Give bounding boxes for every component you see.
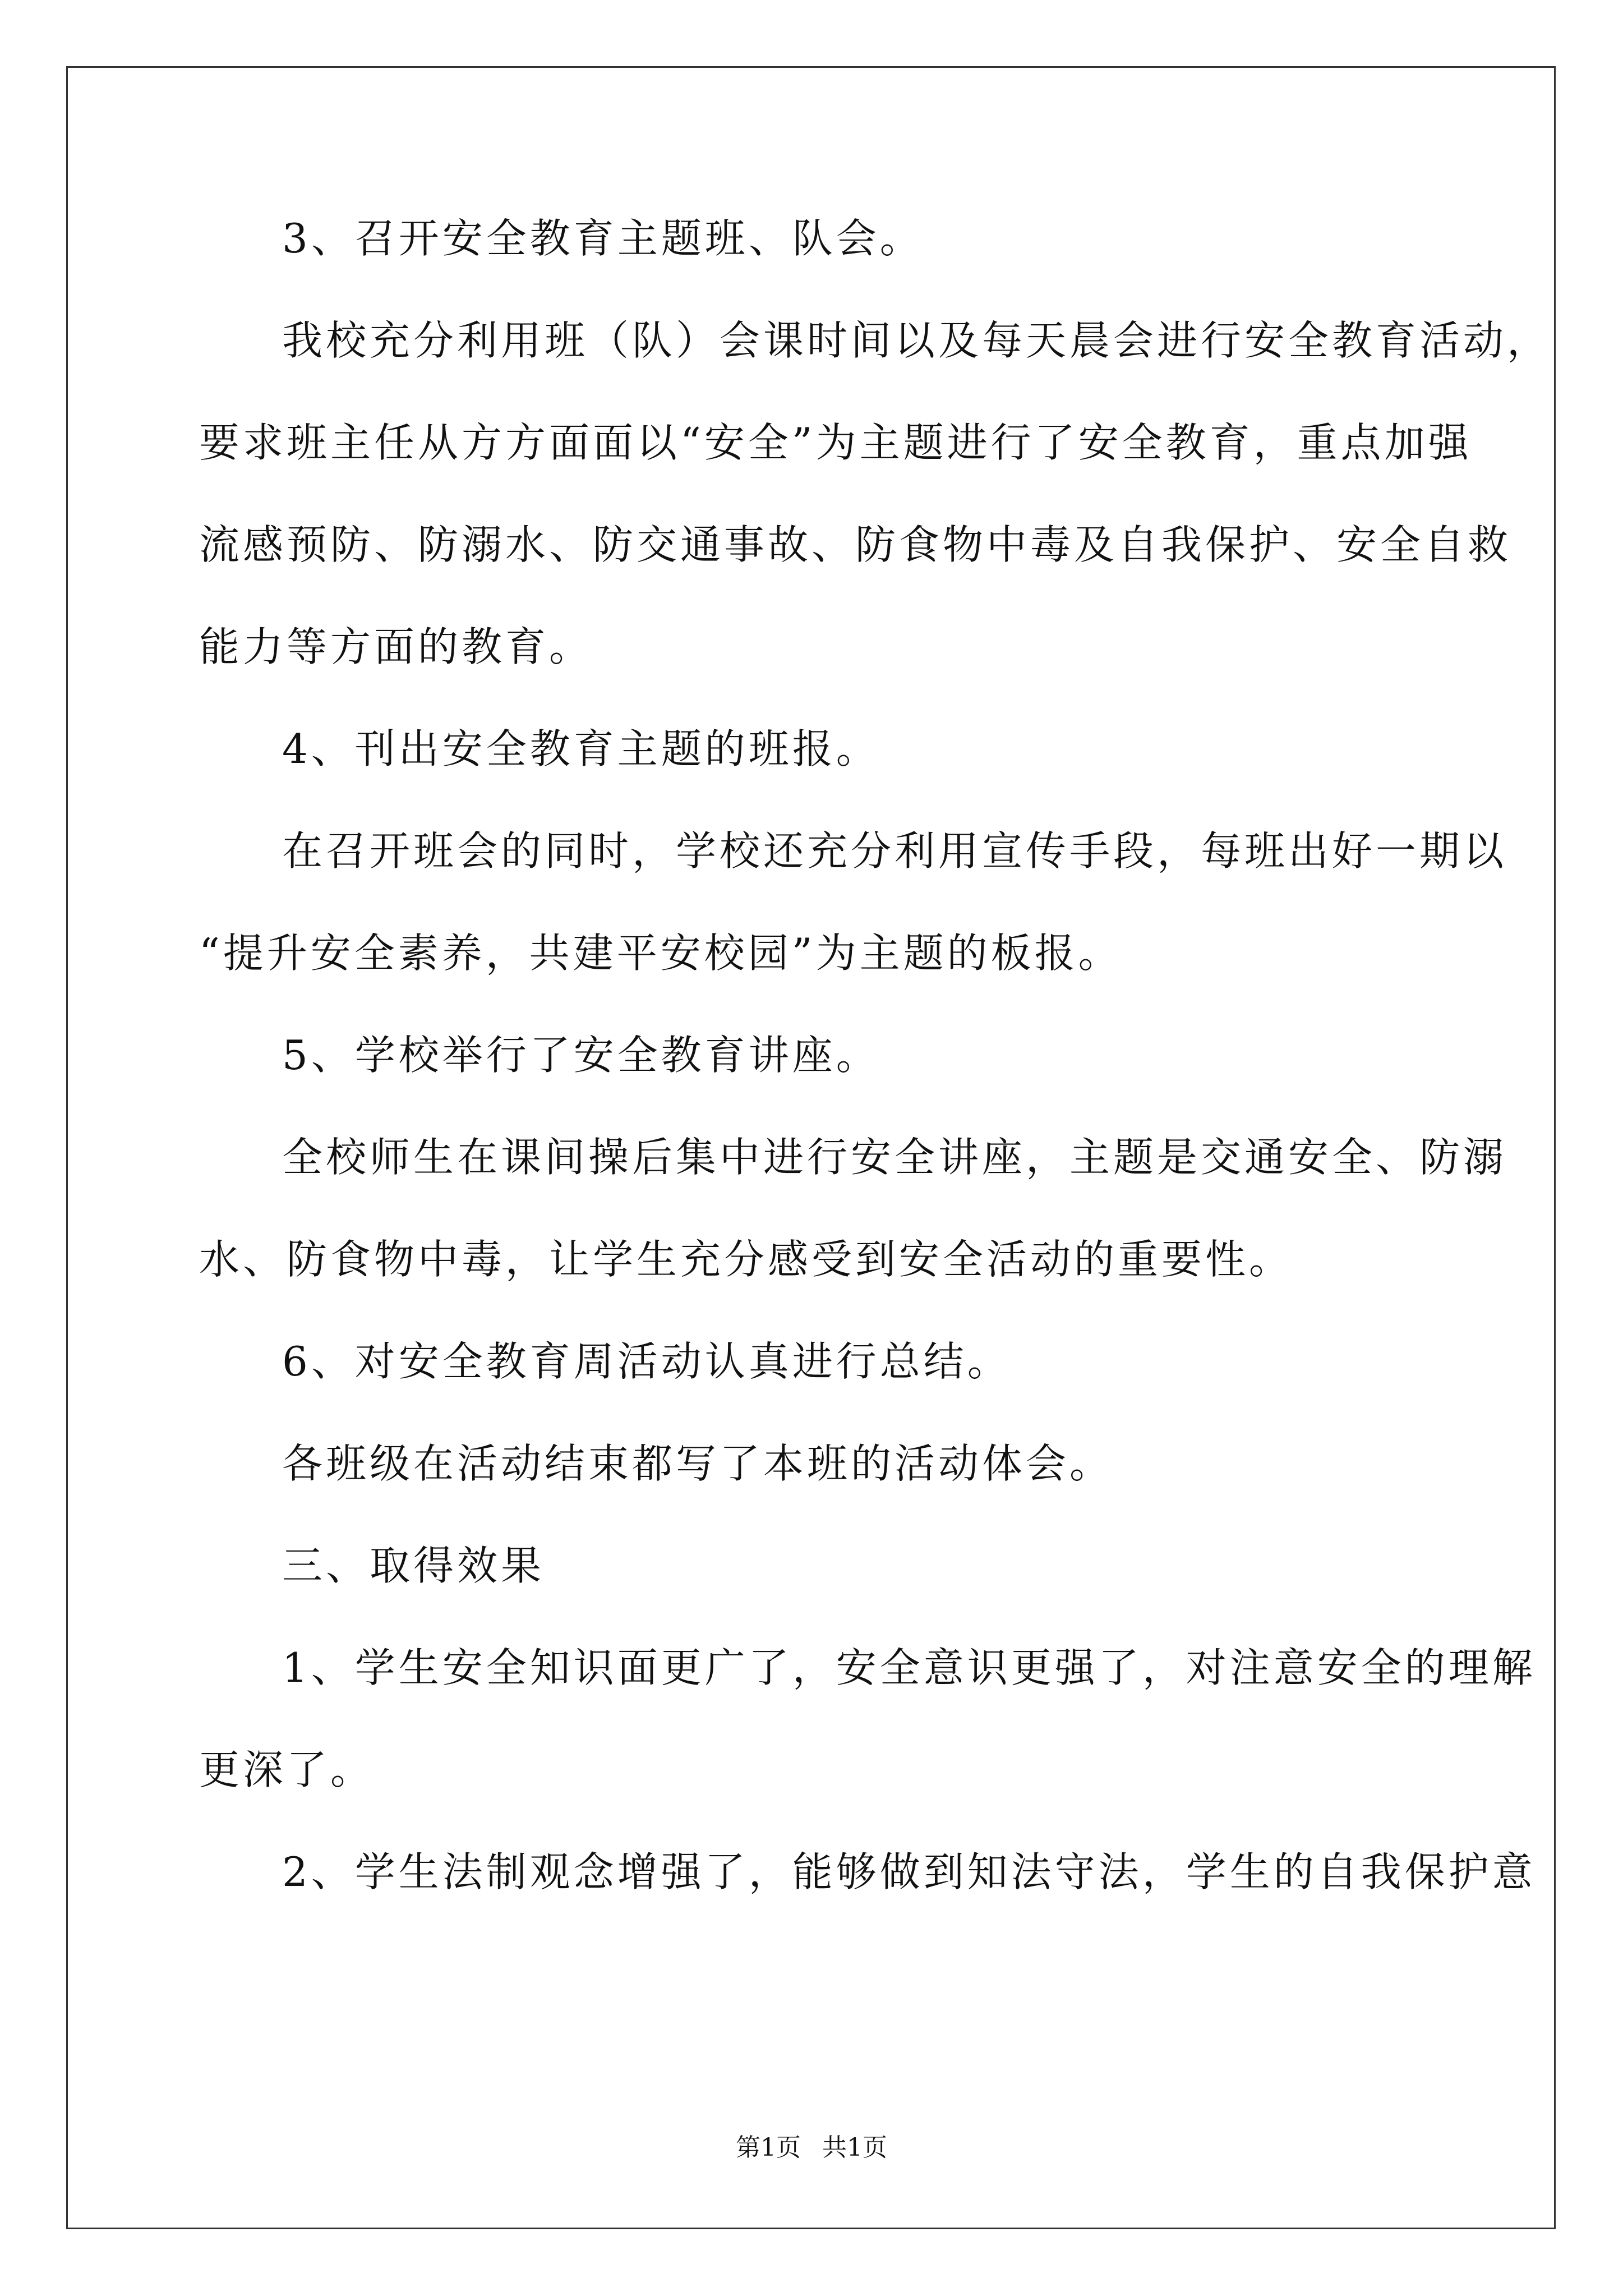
paragraph-line: 能力等方面的教育。 <box>199 623 593 670</box>
paragraph-line: 更深了。 <box>199 1746 375 1793</box>
heading-lecture: 5、学校举行了安全教育讲座。 <box>282 1032 880 1079</box>
paragraph-line: 全校师生在课间操后集中进行安全讲座，主题是交通安全、防溺 <box>282 1134 1507 1181</box>
paragraph-line: “提升安全素养，共建平安校园”为主题的板报。 <box>199 930 1122 977</box>
page-total: 共1页 <box>822 2133 887 2162</box>
paragraph-line: 要求班主任从方方面面以“安全”为主题进行了安全教育，重点加强 <box>199 419 1472 466</box>
paragraph-line: 在召开班会的同时，学校还充分利用宣传手段，每班出好一期以 <box>282 827 1507 875</box>
heading-class-meeting: 3、召开安全教育主题班、队会。 <box>282 215 924 262</box>
page-number: 第1页 <box>736 2133 801 2162</box>
page-footer <box>0 2127 1623 2163</box>
paragraph-line: 水、防食物中毒，让学生充分感受到安全活动的重要性。 <box>199 1236 1293 1283</box>
heading-summary: 6、对安全教育周活动认真进行总结。 <box>282 1338 1011 1385</box>
heading-class-newspaper: 4、刊出安全教育主题的班报。 <box>282 725 880 772</box>
paragraph-line: 1、学生安全知识面更广了，安全意识更强了，对注意安全的理解 <box>282 1644 1536 1691</box>
section-heading-results: 三、取得效果 <box>282 1542 545 1589</box>
paragraph-line: 流感预防、防溺水、防交通事故、防食物中毒及自我保护、安全自救 <box>199 521 1512 568</box>
paragraph-line: 2、学生法制观念增强了，能够做到知法守法，学生的自我保护意 <box>282 1848 1536 1895</box>
paragraph-line: 我校充分利用班（队）会课时间以及每天晨会进行安全教育活动， <box>282 317 1551 364</box>
paragraph-line: 各班级在活动结束都写了本班的活动体会。 <box>282 1440 1114 1487</box>
